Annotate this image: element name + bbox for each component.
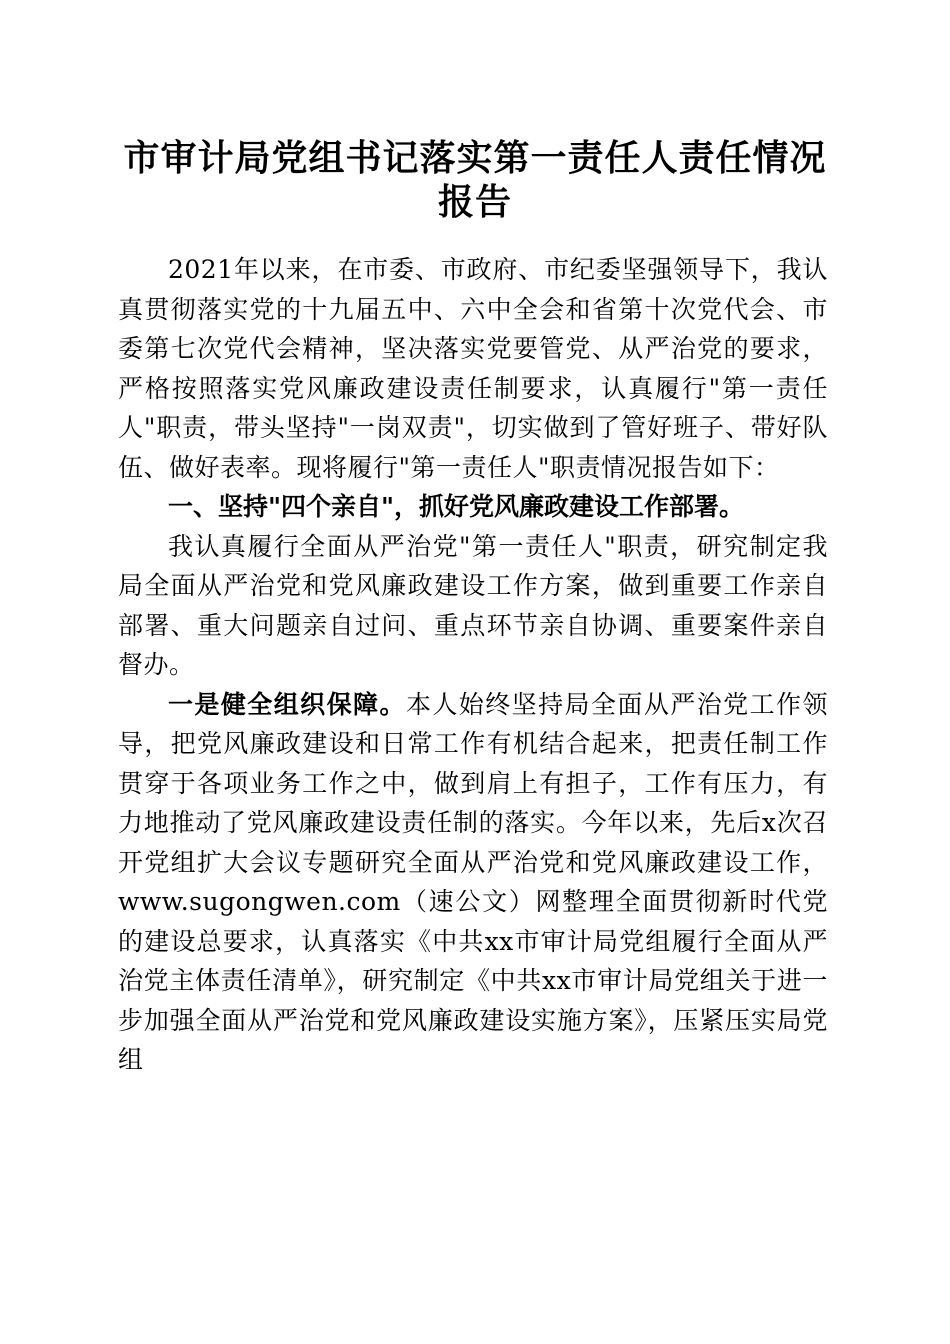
- point-paragraph: [118, 685, 828, 1080]
- section-paragraph: 我认真履行全面从严治党"第一责任人"职责，研究制定我局全面从严治党和党风廉政建设工作方案，做到重要工作亲自部署、重大问题亲自过问、重点环节亲自协调、重要案件亲自督办。: [118, 531, 828, 679]
- section-heading: 一、坚持"四个亲自"，抓好党风廉政建设工作部署。: [168, 492, 745, 521]
- point-lead: 一是健全组织保障。: [168, 689, 406, 719]
- point-text: 本人始终坚持局全面从严治党工作领导，把党风廉政建设和日常工作有机结合起来，把责任制工作贯穿于各项业务工作之中，做到肩上有担子，工作有压力，有力地推动了党风廉政建设责任制的落实。今年以来，先后x次召开党组扩大会议专题研究全面从严治党和党风廉政建设工作，www.sugongwen.com（速公文）网整理全面贯彻新时代党的建设总要求，认真落实《中共xx市审计局党组履行全面从严治党主体责任清单》，研究制定《中共xx市审计局党组关于进一步加强全面从严治党和党风廉政建设实施方案》，压紧压实局党组: [118, 689, 828, 1074]
- intro-paragraph: 2021年以来，在市委、市政府、市纪委坚强领导下，我认真贯彻落实党的十九届五中、六中全会和省第十次党代会、市委第七次党代会精神，坚决落实党要管党、从严治党的要求，严格按照落实党风廉政建设责任制要求，认真履行"第一责任人"职责，带头坚持"一岗双责"，切实做到了管好班子、带好队伍、做好表率。现将履行"第一责任人"职责情况报告如下：: [118, 255, 828, 482]
- document-body: [118, 250, 828, 1080]
- document-title: 市审计局党组书记落实第一责任人责任情况报告: [123, 137, 827, 223]
